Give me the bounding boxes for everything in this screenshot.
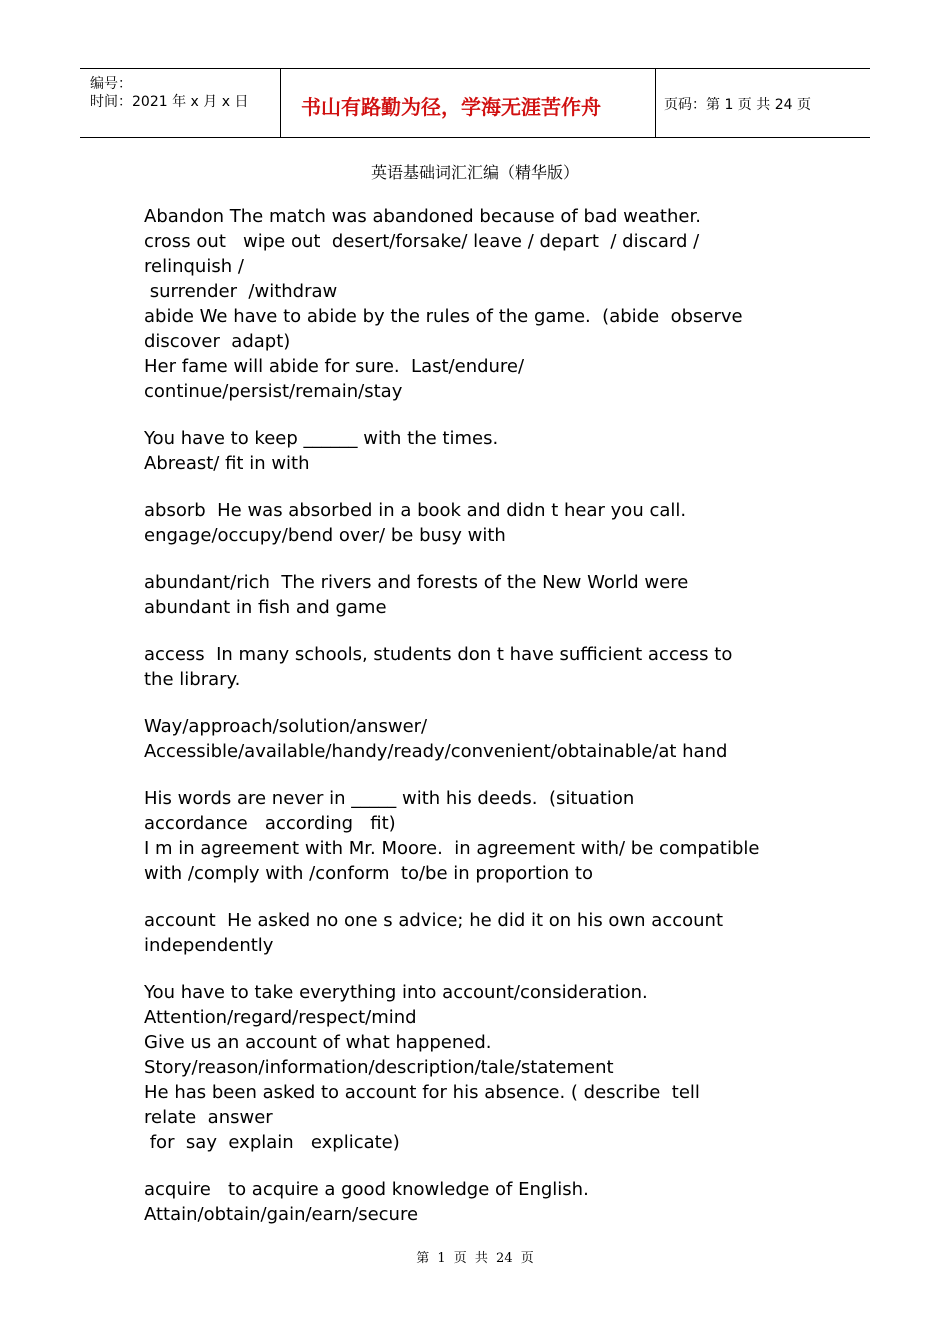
number-label: 编号：: [90, 76, 132, 92]
text-line: account He asked no one s advice; he did it on his own account: [144, 910, 724, 931]
vocab-paragraph: [144, 642, 824, 692]
text-line: Give us an account of what happened.: [144, 1032, 492, 1053]
text-line: Attention/regard/respect/mind: [144, 1007, 417, 1028]
text-line: accordance according fit): [144, 813, 396, 834]
vocab-paragraph: [144, 786, 824, 886]
text-line: independently: [144, 935, 274, 956]
page-footer: 第 1 页 共 24 页: [416, 1251, 534, 1266]
text-line: cross out wipe out desert/forsake/ leave / depart / discard /: [144, 231, 700, 252]
text-line: discover adapt): [144, 331, 291, 352]
text-line: You have to take everything into account/consideration.: [144, 982, 648, 1003]
text-line: Story/reason/information/description/tale/statement: [144, 1057, 614, 1078]
page-header: [80, 68, 870, 138]
header-motto-cell: [280, 69, 656, 137]
text-line: engage/occupy/bend over/ be busy with: [144, 525, 506, 546]
text-line: Accessible/available/handy/ready/convenient/obtainable/at hand: [144, 741, 728, 762]
text-line: surrender /withdraw: [144, 281, 338, 302]
vocab-paragraph: [144, 426, 824, 476]
document-title: 英语基础词汇汇编（精华版）: [370, 163, 579, 182]
page-label: 页码：第 1 页 共 24 页: [664, 97, 811, 113]
text-line: absorb He was absorbed in a book and didn t hear you call.: [144, 500, 687, 521]
text-line: Abandon The match was abandoned because of bad weather.: [144, 206, 701, 227]
document-body: [144, 204, 824, 1249]
text-line: relinquish /: [144, 256, 244, 277]
text-line: abundant/rich The rivers and forests of the New World were: [144, 572, 689, 593]
text-line: I m in agreement with Mr. Moore. in agreement with/ be compatible: [144, 838, 760, 859]
text-line: abundant in fish and game: [144, 597, 387, 618]
text-line: Her fame will abide for sure. Last/endure/: [144, 356, 525, 377]
vocab-paragraph: [144, 908, 824, 958]
vocab-paragraph: [144, 714, 824, 764]
time-label: 时间：2021 年 x 月 x 日: [90, 94, 249, 110]
vocab-paragraph: [144, 204, 824, 404]
text-line: relate answer: [144, 1107, 273, 1128]
text-line: He has been asked to account for his absence. ( describe tell: [144, 1082, 700, 1103]
text-line: Abreast/ fit in with: [144, 453, 310, 474]
text-line: abide We have to abide by the rules of the game. (abide observe: [144, 306, 743, 327]
text-line: acquire to acquire a good knowledge of English.: [144, 1179, 589, 1200]
vocab-paragraph: [144, 1177, 824, 1227]
text-line: with /comply with /conform to/be in proportion to: [144, 863, 593, 884]
header-page-cell: [656, 69, 870, 137]
vocab-paragraph: [144, 498, 824, 548]
text-line: continue/persist/remain/stay: [144, 381, 403, 402]
vocab-paragraph: [144, 980, 824, 1155]
text-line: Way/approach/solution/answer/: [144, 716, 428, 737]
header-meta: [80, 69, 280, 137]
text-line: access In many schools, students don t have sufficient access to: [144, 644, 733, 665]
vocab-paragraph: [144, 570, 824, 620]
text-line: the library.: [144, 669, 241, 690]
text-line: Attain/obtain/gain/earn/secure: [144, 1204, 419, 1225]
motto: 书山有路勤为径，学海无涯苦作舟: [301, 95, 601, 119]
text-line: for say explain explicate): [144, 1132, 400, 1153]
text-line: You have to keep ______ with the times.: [144, 428, 499, 449]
text-line: His words are never in _____ with his deeds. (situation: [144, 788, 635, 809]
